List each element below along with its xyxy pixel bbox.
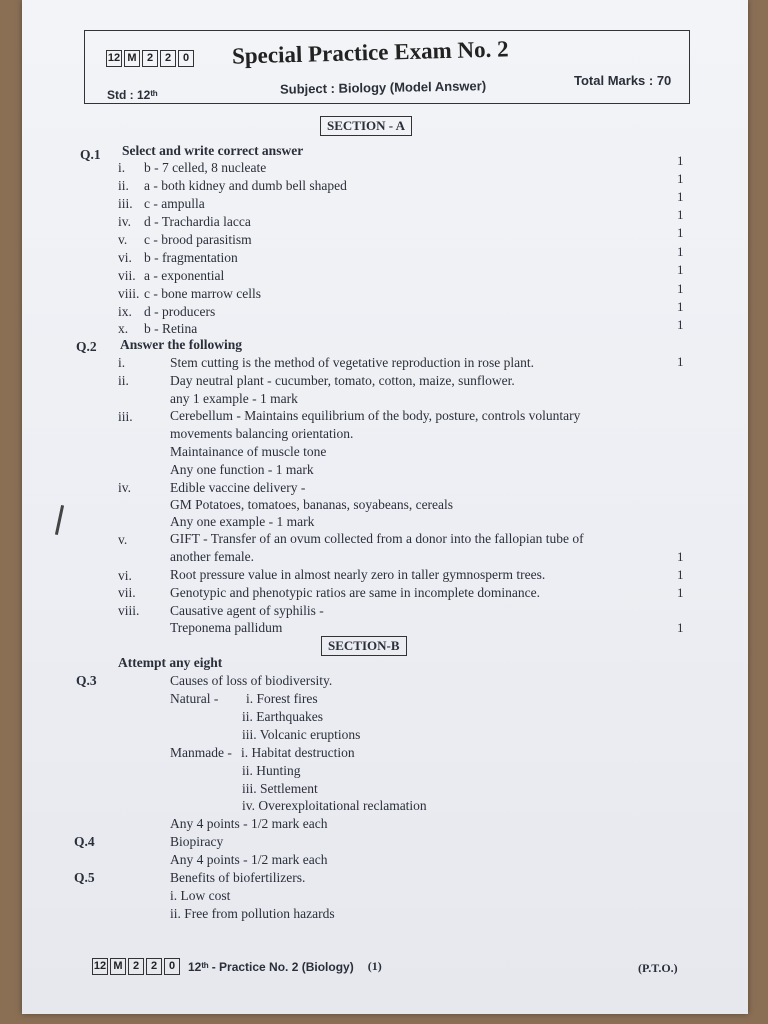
- q1-item: i. b - 7 celled, 8 nucleate: [118, 160, 267, 175]
- q5-item: i. Low cost: [170, 888, 231, 903]
- q2-item-number: vi.: [118, 568, 132, 583]
- q1-item: vii. a - exponential: [118, 268, 225, 283]
- q3-manmade-label: Manmade -: [170, 745, 232, 760]
- q3-natural-item: ii. Earthquakes: [242, 709, 323, 724]
- q2-item-text: Root pressure value in almost nearly zero in taller gymnosperm trees.: [170, 567, 546, 582]
- page-number: (1): [367, 959, 382, 973]
- q1-mark: 1: [677, 189, 684, 204]
- q2-item-note: Any one example - 1 mark: [170, 514, 315, 529]
- exam-title: Special Practice Exam No. 2: [231, 36, 509, 69]
- q3-manmade-item: iii. Settlement: [242, 781, 318, 796]
- q2-item-text: Edible vaccine delivery -: [170, 480, 306, 495]
- q2-item-text: GM Potatoes, tomatoes, bananas, soyabeans, cereals: [170, 497, 454, 512]
- q4-number: Q.4: [74, 834, 95, 849]
- footer-title: 12ᵗʰ - Practice No. 2 (Biology): [188, 959, 354, 974]
- q3-note: Any 4 points - 1/2 mark each: [170, 816, 328, 831]
- q2-item-text: Causative agent of syphilis -: [170, 603, 324, 618]
- q2-item-number: i.: [118, 355, 126, 370]
- footer: [92, 958, 382, 975]
- q1-mark: 1: [677, 153, 684, 168]
- q3-natural-item: iii. Volcanic eruptions: [242, 727, 361, 742]
- q3-manmade-item: ii. Hunting: [242, 763, 301, 778]
- q2-item-text: another female.: [170, 549, 254, 564]
- q2-item-note: Any one function - 1 mark: [170, 462, 314, 477]
- q1-item: viii. c - bone marrow cells: [118, 286, 261, 301]
- q1-heading: Select and write correct answer: [122, 143, 304, 158]
- q3-natural-label: Natural -: [170, 691, 219, 706]
- q2-item-note: any 1 example - 1 mark: [170, 391, 298, 406]
- q1-number: Q.1: [80, 147, 101, 162]
- q3-number: Q.3: [76, 673, 97, 688]
- q2-item-number: vii.: [118, 585, 136, 600]
- q2-item-text: Genotypic and phenotypic ratios are same in incomplete dominance.: [170, 585, 541, 600]
- standard: Std : 12ᵗʰ: [107, 88, 158, 102]
- q2-item-number: iv.: [118, 480, 131, 495]
- pen-mark: [55, 505, 64, 535]
- paper-code: 12 M 2 2 0: [106, 50, 196, 67]
- q1-item: vi. b - fragmentation: [118, 250, 238, 265]
- q2-item-text: Treponema pallidum: [170, 620, 283, 635]
- q2-item-text: Cerebellum - Maintains equilibrium of the body, posture, controls voluntary: [170, 408, 581, 423]
- q3-manmade-item: i. Habitat destruction: [241, 745, 355, 760]
- q2-item-number: iii.: [118, 409, 133, 424]
- q3-heading: Causes of loss of biodiversity.: [170, 673, 333, 688]
- section-b-label: SECTION-B: [321, 636, 407, 656]
- q4-note: Any 4 points - 1/2 mark each: [170, 852, 328, 867]
- q2-mark: 1: [677, 567, 684, 582]
- q2-item-number: ii.: [118, 373, 129, 388]
- q1-mark: 1: [677, 225, 684, 240]
- q1-item: ii. a - both kidney and dumb bell shaped: [118, 178, 347, 193]
- q1-mark: 1: [677, 317, 684, 332]
- q1-mark: 1: [677, 171, 684, 186]
- q2-mark: 1: [677, 585, 684, 600]
- footer-paper-code: 12 M 2 2 0: [92, 958, 182, 975]
- q1-item: v. c - brood parasitism: [118, 232, 252, 247]
- exam-paper: [22, 0, 748, 1014]
- q1-item: ix. d - producers: [118, 304, 216, 319]
- subject: Subject : Biology (Model Answer): [279, 78, 487, 97]
- q4-text: Biopiracy: [170, 834, 224, 849]
- q2-item-text: Maintainance of muscle tone: [170, 444, 327, 459]
- q2-mark: 1: [677, 549, 684, 564]
- q2-item-text: Stem cutting is the method of vegetative reproduction in rose plant.: [170, 355, 535, 370]
- q1-mark: 1: [677, 262, 684, 277]
- q2-mark: 1: [677, 354, 684, 369]
- q5-text: Benefits of biofertilizers.: [170, 870, 306, 885]
- q1-item: iii. c - ampulla: [118, 196, 205, 211]
- q1-mark: 1: [677, 244, 684, 259]
- section-a-label: SECTION - A: [320, 116, 412, 136]
- q3-manmade-item: iv. Overexploitational reclamation: [242, 798, 427, 813]
- q2-number: Q.2: [76, 339, 97, 354]
- q2-heading: Answer the following: [120, 337, 243, 352]
- pto-label: (P.T.O.): [638, 961, 678, 975]
- q2-item-text: movements balancing orientation.: [170, 426, 354, 441]
- q1-item: iv. d - Trachardia lacca: [118, 214, 251, 229]
- q2-mark: 1: [677, 620, 684, 635]
- q2-item-number: v.: [118, 532, 128, 547]
- q3-natural-item: i. Forest fires: [246, 691, 318, 706]
- q2-item-number: viii.: [118, 603, 140, 618]
- q1-mark: 1: [677, 207, 684, 222]
- attempt-instruction: Attempt any eight: [118, 655, 223, 670]
- q1-mark: 1: [677, 299, 684, 314]
- q2-item-text: GIFT - Transfer of an ovum collected from a donor into the fallopian tube of: [170, 531, 584, 546]
- q5-item: ii. Free from pollution hazards: [170, 906, 335, 921]
- q1-mark: 1: [677, 281, 684, 296]
- q1-item: x. b - Retina: [118, 321, 198, 336]
- total-marks: Total Marks : 70: [574, 73, 672, 88]
- q5-number: Q.5: [74, 870, 95, 885]
- q2-item-text: Day neutral plant - cucumber, tomato, cotton, maize, sunflower.: [170, 373, 515, 388]
